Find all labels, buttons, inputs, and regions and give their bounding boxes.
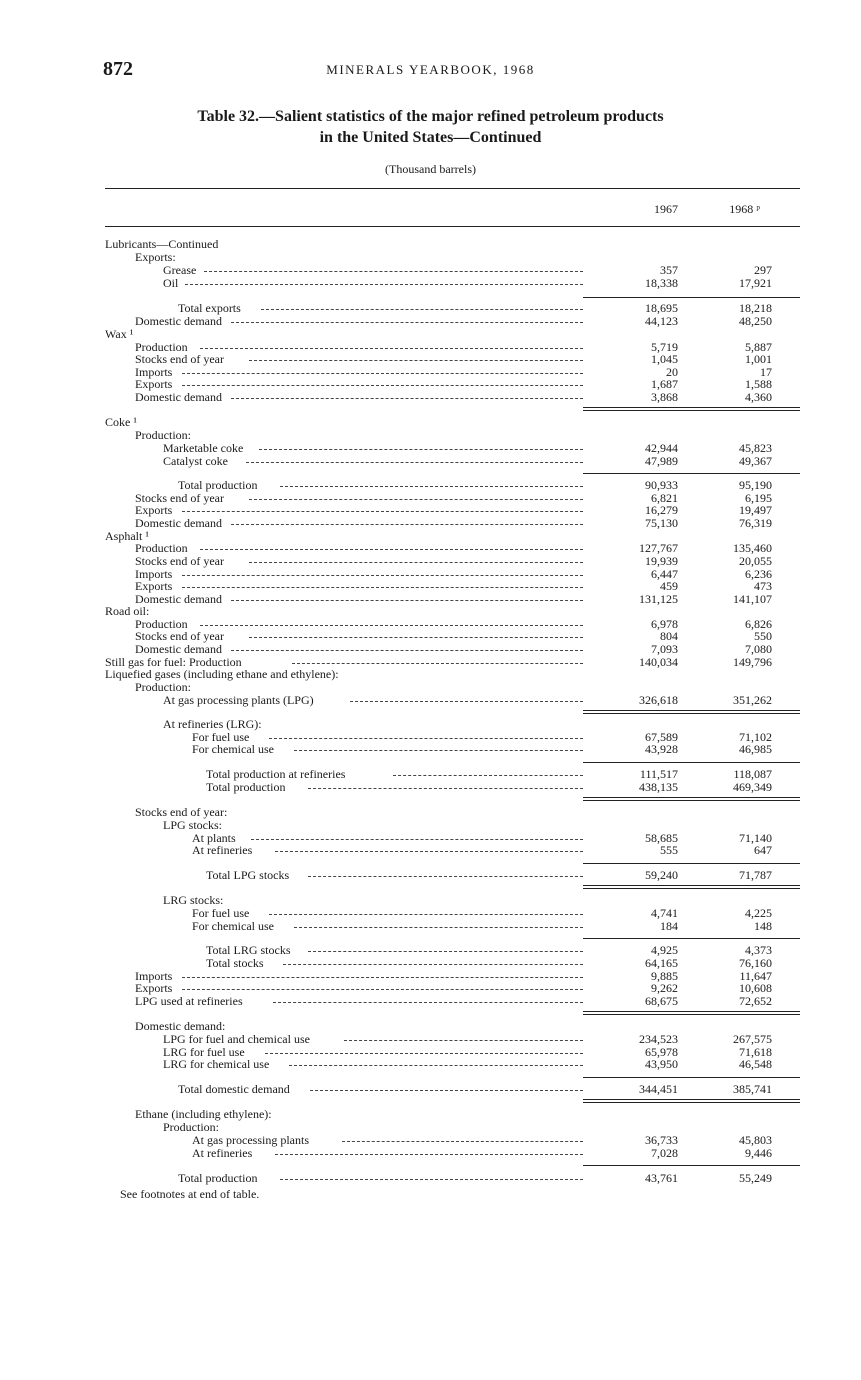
table-row xyxy=(0,718,861,731)
subtotal-rule xyxy=(583,1165,800,1166)
row-label: LPG for fuel and chemical use xyxy=(163,1033,310,1046)
value-1968: 72,652 xyxy=(739,994,772,1008)
row-label: Ethane (including ethylene): xyxy=(135,1108,272,1121)
row-label: Production xyxy=(135,618,188,631)
dot-leader xyxy=(283,964,583,965)
value-1967: 6,978 xyxy=(651,617,678,631)
value-1967: 357 xyxy=(660,263,678,277)
row-label: For fuel use xyxy=(192,731,250,744)
row-label: Domestic demand xyxy=(135,643,222,656)
dot-leader xyxy=(308,788,583,789)
value-1968: 351,262 xyxy=(733,693,772,707)
value-1968: 473 xyxy=(754,579,772,593)
table-row xyxy=(0,694,861,707)
subtotal-rule xyxy=(583,297,800,298)
dot-leader xyxy=(182,977,583,978)
value-1967: 1,045 xyxy=(651,352,678,366)
table-title-line2: in the United States—Continued xyxy=(319,129,542,146)
value-1967: 3,868 xyxy=(651,390,678,404)
row-label: Exports xyxy=(135,504,173,517)
value-1967: 43,950 xyxy=(645,1057,678,1071)
row-label: Exports xyxy=(135,580,173,593)
value-1968: 95,190 xyxy=(739,478,772,492)
value-1967: 18,338 xyxy=(645,276,678,290)
row-label: Wax ¹ xyxy=(105,328,134,341)
table-row xyxy=(0,1134,861,1147)
table-row xyxy=(0,630,861,643)
dot-leader xyxy=(204,271,583,272)
row-label: For fuel use xyxy=(192,907,250,920)
table-row xyxy=(0,605,861,618)
value-1967: 18,695 xyxy=(645,301,678,315)
table-row xyxy=(0,894,861,907)
row-label: Marketable coke xyxy=(163,442,244,455)
dot-leader xyxy=(182,511,583,512)
section-double-rule xyxy=(583,710,800,714)
table-row xyxy=(0,806,861,819)
row-label: At refineries xyxy=(192,1147,253,1160)
row-label: Production: xyxy=(135,429,191,442)
value-1968: 46,548 xyxy=(739,1057,772,1071)
value-1967: 36,733 xyxy=(645,1133,678,1147)
value-1968: 7,080 xyxy=(745,642,772,656)
dot-leader xyxy=(280,486,583,487)
value-1967: 16,279 xyxy=(645,503,678,517)
dot-leader xyxy=(249,499,583,500)
value-1968: 118,087 xyxy=(733,767,772,781)
value-1967: 68,675 xyxy=(645,994,678,1008)
table-row xyxy=(0,1058,861,1071)
value-1968: 267,575 xyxy=(733,1032,772,1046)
value-1967: 1,687 xyxy=(651,377,678,391)
value-1968: 71,102 xyxy=(739,730,772,744)
table-row xyxy=(0,580,861,593)
value-1968: 469,349 xyxy=(733,780,772,794)
value-1967: 9,262 xyxy=(651,981,678,995)
table-row xyxy=(0,442,861,455)
table-row xyxy=(0,353,861,366)
table-row xyxy=(0,957,861,970)
dot-leader xyxy=(182,385,583,386)
table-row xyxy=(0,995,861,1008)
row-label: Domestic demand: xyxy=(135,1020,226,1033)
dot-leader xyxy=(251,839,583,840)
value-1968: 4,225 xyxy=(745,906,772,920)
value-1968: 647 xyxy=(754,843,772,857)
row-label: Production xyxy=(135,542,188,555)
units-note: (Thousand barrels) xyxy=(385,162,476,176)
table-row xyxy=(0,391,861,404)
value-1967: 47,989 xyxy=(645,454,678,468)
dot-leader xyxy=(249,637,583,638)
value-1968: 55,249 xyxy=(739,1171,772,1185)
value-1968: 1,001 xyxy=(745,352,772,366)
row-label: Domestic demand xyxy=(135,593,222,606)
value-1968: 11,647 xyxy=(739,969,772,983)
row-label: Grease xyxy=(163,264,197,277)
section-double-rule xyxy=(583,885,800,889)
value-1967: 75,130 xyxy=(645,516,678,530)
dot-leader xyxy=(308,951,583,952)
row-label: Total domestic demand xyxy=(178,1083,290,1096)
value-1968: 6,826 xyxy=(745,617,772,631)
value-1967: 459 xyxy=(660,579,678,593)
value-1968: 6,236 xyxy=(745,567,772,581)
table-row xyxy=(0,1083,861,1096)
table-row xyxy=(0,781,861,794)
value-1967: 59,240 xyxy=(645,868,678,882)
value-1967: 438,135 xyxy=(639,780,678,794)
table-row xyxy=(0,542,861,555)
table-row xyxy=(0,1172,861,1185)
section-double-rule xyxy=(583,797,800,801)
value-1968: 4,360 xyxy=(745,390,772,404)
value-1968: 76,160 xyxy=(739,956,772,970)
row-label: Coke ¹ xyxy=(105,416,137,429)
dot-leader xyxy=(269,914,583,915)
value-1968: 18,218 xyxy=(739,301,772,315)
row-label: At plants xyxy=(192,832,236,845)
row-label: For chemical use xyxy=(192,743,274,756)
row-label: LRG for chemical use xyxy=(163,1058,270,1071)
value-1968: 297 xyxy=(754,263,772,277)
row-label: Total production xyxy=(178,1172,258,1185)
value-1967: 20 xyxy=(666,365,678,379)
table-row xyxy=(0,920,861,933)
dot-leader xyxy=(231,650,584,651)
row-label: For chemical use xyxy=(192,920,274,933)
table-row xyxy=(0,251,861,264)
row-label: Total production at refineries xyxy=(206,768,346,781)
table-row xyxy=(0,982,861,995)
value-1967: 4,741 xyxy=(651,906,678,920)
value-1968: 76,319 xyxy=(739,516,772,530)
row-label: Total stocks xyxy=(206,957,264,970)
dot-leader xyxy=(294,927,583,928)
value-1968: 71,140 xyxy=(739,831,772,845)
dot-leader xyxy=(310,1090,583,1091)
table-row xyxy=(0,1108,861,1121)
dot-leader xyxy=(182,587,583,588)
dot-leader xyxy=(350,701,583,702)
dot-leader xyxy=(231,524,584,525)
row-label: Imports xyxy=(135,970,173,983)
row-label: Catalyst coke xyxy=(163,455,228,468)
value-1967: 5,719 xyxy=(651,340,678,354)
table-row xyxy=(0,517,861,530)
table-row xyxy=(0,668,861,681)
value-1968: 48,250 xyxy=(739,314,772,328)
value-1967: 6,447 xyxy=(651,567,678,581)
table-row xyxy=(0,681,861,694)
table-row xyxy=(0,768,861,781)
value-1968: 46,985 xyxy=(739,742,772,756)
dot-leader xyxy=(275,851,583,852)
subtotal-rule xyxy=(583,863,800,864)
table-row xyxy=(0,643,861,656)
table-row xyxy=(0,302,861,315)
row-label: LPG stocks: xyxy=(163,819,223,832)
dot-leader xyxy=(249,360,583,361)
value-1968: 4,373 xyxy=(745,943,772,957)
row-label: Domestic demand xyxy=(135,315,222,328)
table-row xyxy=(0,944,861,957)
row-label: Domestic demand xyxy=(135,517,222,530)
dot-leader xyxy=(182,373,583,374)
running-title: MINERALS YEARBOOK, 1968 xyxy=(326,62,535,77)
dot-leader xyxy=(393,775,583,776)
value-1968: 19,497 xyxy=(739,503,772,517)
value-1968: 1,588 xyxy=(745,377,772,391)
table-title-line1: Table 32.—Salient statistics of the major refined petroleum products xyxy=(197,108,664,125)
value-1968: 49,367 xyxy=(739,454,772,468)
value-1968: 148 xyxy=(754,919,772,933)
subtotal-rule xyxy=(583,762,800,763)
value-1967: 184 xyxy=(660,919,678,933)
column-header-1968: 1968 ᵖ xyxy=(729,202,760,216)
value-1967: 7,028 xyxy=(651,1146,678,1160)
value-1968: 10,608 xyxy=(739,981,772,995)
value-1968: 385,741 xyxy=(733,1082,772,1096)
value-1967: 42,944 xyxy=(645,441,678,455)
table-row xyxy=(0,455,861,468)
table-row xyxy=(0,378,861,391)
row-label: Exports xyxy=(135,378,173,391)
dot-leader xyxy=(182,989,583,990)
table-top-rule xyxy=(105,188,800,189)
row-label: Road oil: xyxy=(105,605,150,618)
value-1967: 6,821 xyxy=(651,491,678,505)
value-1968: 550 xyxy=(754,629,772,643)
row-label: Asphalt ¹ xyxy=(105,530,149,543)
value-1967: 326,618 xyxy=(639,693,678,707)
column-header-1967: 1967 xyxy=(654,202,678,216)
dot-leader xyxy=(280,1179,583,1180)
page-number: 872 xyxy=(103,58,133,80)
value-1968: 45,803 xyxy=(739,1133,772,1147)
row-label: Total production xyxy=(178,479,258,492)
row-label: Stocks end of year xyxy=(135,630,224,643)
row-label: Total LPG stocks xyxy=(206,869,290,882)
dot-leader xyxy=(273,1002,583,1003)
section-double-rule xyxy=(583,407,800,411)
row-label: Stocks end of year xyxy=(135,555,224,568)
dot-leader xyxy=(185,284,583,285)
table-row xyxy=(0,1147,861,1160)
row-label: At gas processing plants xyxy=(192,1134,309,1147)
row-label: At refineries (LRG): xyxy=(163,718,262,731)
dot-leader xyxy=(200,348,583,349)
value-1968: 9,446 xyxy=(745,1146,772,1160)
value-1968: 17 xyxy=(760,365,772,379)
dot-leader xyxy=(292,663,583,664)
row-label: Still gas for fuel: Production xyxy=(105,656,242,669)
value-1967: 67,589 xyxy=(645,730,678,744)
dot-leader xyxy=(265,1053,583,1054)
dot-leader xyxy=(231,600,584,601)
table-row xyxy=(0,277,861,290)
value-1967: 111,517 xyxy=(639,767,678,781)
row-label: Stocks end of year: xyxy=(135,806,228,819)
dot-leader xyxy=(308,876,583,877)
dot-leader xyxy=(200,625,583,626)
table-row xyxy=(0,555,861,568)
dot-leader xyxy=(231,398,584,399)
dot-leader xyxy=(249,562,583,563)
value-1968: 45,823 xyxy=(739,441,772,455)
subtotal-rule xyxy=(583,473,800,474)
row-label: Stocks end of year xyxy=(135,353,224,366)
table-row xyxy=(0,416,861,429)
table-row xyxy=(0,315,861,328)
table-row xyxy=(0,1033,861,1046)
value-1967: 804 xyxy=(660,629,678,643)
table-row xyxy=(0,264,861,277)
value-1967: 131,125 xyxy=(639,592,678,606)
row-label: Total LRG stocks xyxy=(206,944,291,957)
value-1967: 58,685 xyxy=(645,831,678,845)
row-label: Total production xyxy=(206,781,286,794)
dot-leader xyxy=(261,309,583,310)
row-label: Total exports xyxy=(178,302,241,315)
row-label: Stocks end of year xyxy=(135,492,224,505)
dot-leader xyxy=(344,1040,583,1041)
value-1967: 344,451 xyxy=(639,1082,678,1096)
value-1967: 4,925 xyxy=(651,943,678,957)
subtotal-rule xyxy=(583,1077,800,1078)
value-1967: 234,523 xyxy=(639,1032,678,1046)
dot-leader xyxy=(182,575,583,576)
row-label: Lubricants—Continued xyxy=(105,238,219,251)
value-1968: 135,460 xyxy=(733,541,772,555)
row-label: LRG stocks: xyxy=(163,894,224,907)
row-label: Exports xyxy=(135,982,173,995)
dot-leader xyxy=(342,1141,583,1142)
table-row xyxy=(0,504,861,517)
row-label: LPG used at refineries xyxy=(135,995,243,1008)
table-row xyxy=(0,328,861,341)
dot-leader xyxy=(259,449,584,450)
footnote: See footnotes at end of table. xyxy=(120,1187,260,1201)
value-1968: 20,055 xyxy=(739,554,772,568)
dot-leader xyxy=(275,1154,583,1155)
header-bottom-rule xyxy=(105,226,800,227)
table-row xyxy=(0,844,861,857)
value-1967: 555 xyxy=(660,843,678,857)
value-1967: 44,123 xyxy=(645,314,678,328)
value-1967: 19,939 xyxy=(645,554,678,568)
value-1967: 43,761 xyxy=(645,1171,678,1185)
row-label: Imports xyxy=(135,366,173,379)
row-label: Liquefied gases (including ethane and ethylene): xyxy=(105,668,339,681)
dot-leader xyxy=(246,462,583,463)
table-row xyxy=(0,1121,861,1134)
value-1967: 43,928 xyxy=(645,742,678,756)
table-row xyxy=(0,429,861,442)
dot-leader xyxy=(289,1065,583,1066)
subtotal-rule xyxy=(583,938,800,939)
row-label: Domestic demand xyxy=(135,391,222,404)
row-label: Production: xyxy=(163,1121,219,1134)
dot-leader xyxy=(269,738,583,739)
value-1968: 6,195 xyxy=(745,491,772,505)
row-label: At refineries xyxy=(192,844,253,857)
value-1968: 149,796 xyxy=(733,655,772,669)
table-row xyxy=(0,479,861,492)
value-1967: 65,978 xyxy=(645,1045,678,1059)
value-1967: 7,093 xyxy=(651,642,678,656)
row-label: Imports xyxy=(135,568,173,581)
table-row xyxy=(0,907,861,920)
value-1968: 17,921 xyxy=(739,276,772,290)
dot-leader xyxy=(200,549,583,550)
table-row xyxy=(0,743,861,756)
value-1967: 90,933 xyxy=(645,478,678,492)
value-1967: 9,885 xyxy=(651,969,678,983)
section-double-rule xyxy=(583,1011,800,1015)
value-1968: 5,887 xyxy=(745,340,772,354)
value-1967: 127,767 xyxy=(639,541,678,555)
row-label: At gas processing plants (LPG) xyxy=(163,694,314,707)
value-1968: 71,618 xyxy=(739,1045,772,1059)
row-label: Oil xyxy=(163,277,179,290)
value-1967: 64,165 xyxy=(645,956,678,970)
table-row xyxy=(0,238,861,251)
row-label: Exports: xyxy=(135,251,176,264)
table-row xyxy=(0,1020,861,1033)
value-1968: 71,787 xyxy=(739,868,772,882)
row-label: Production xyxy=(135,341,188,354)
dot-leader xyxy=(294,750,583,751)
row-label: LRG for fuel use xyxy=(163,1046,245,1059)
section-double-rule xyxy=(583,1099,800,1103)
table-row xyxy=(0,819,861,832)
table-row xyxy=(0,869,861,882)
row-label: Production: xyxy=(135,681,191,694)
dot-leader xyxy=(231,322,584,323)
value-1967: 140,034 xyxy=(639,655,678,669)
value-1968: 141,107 xyxy=(733,592,772,606)
